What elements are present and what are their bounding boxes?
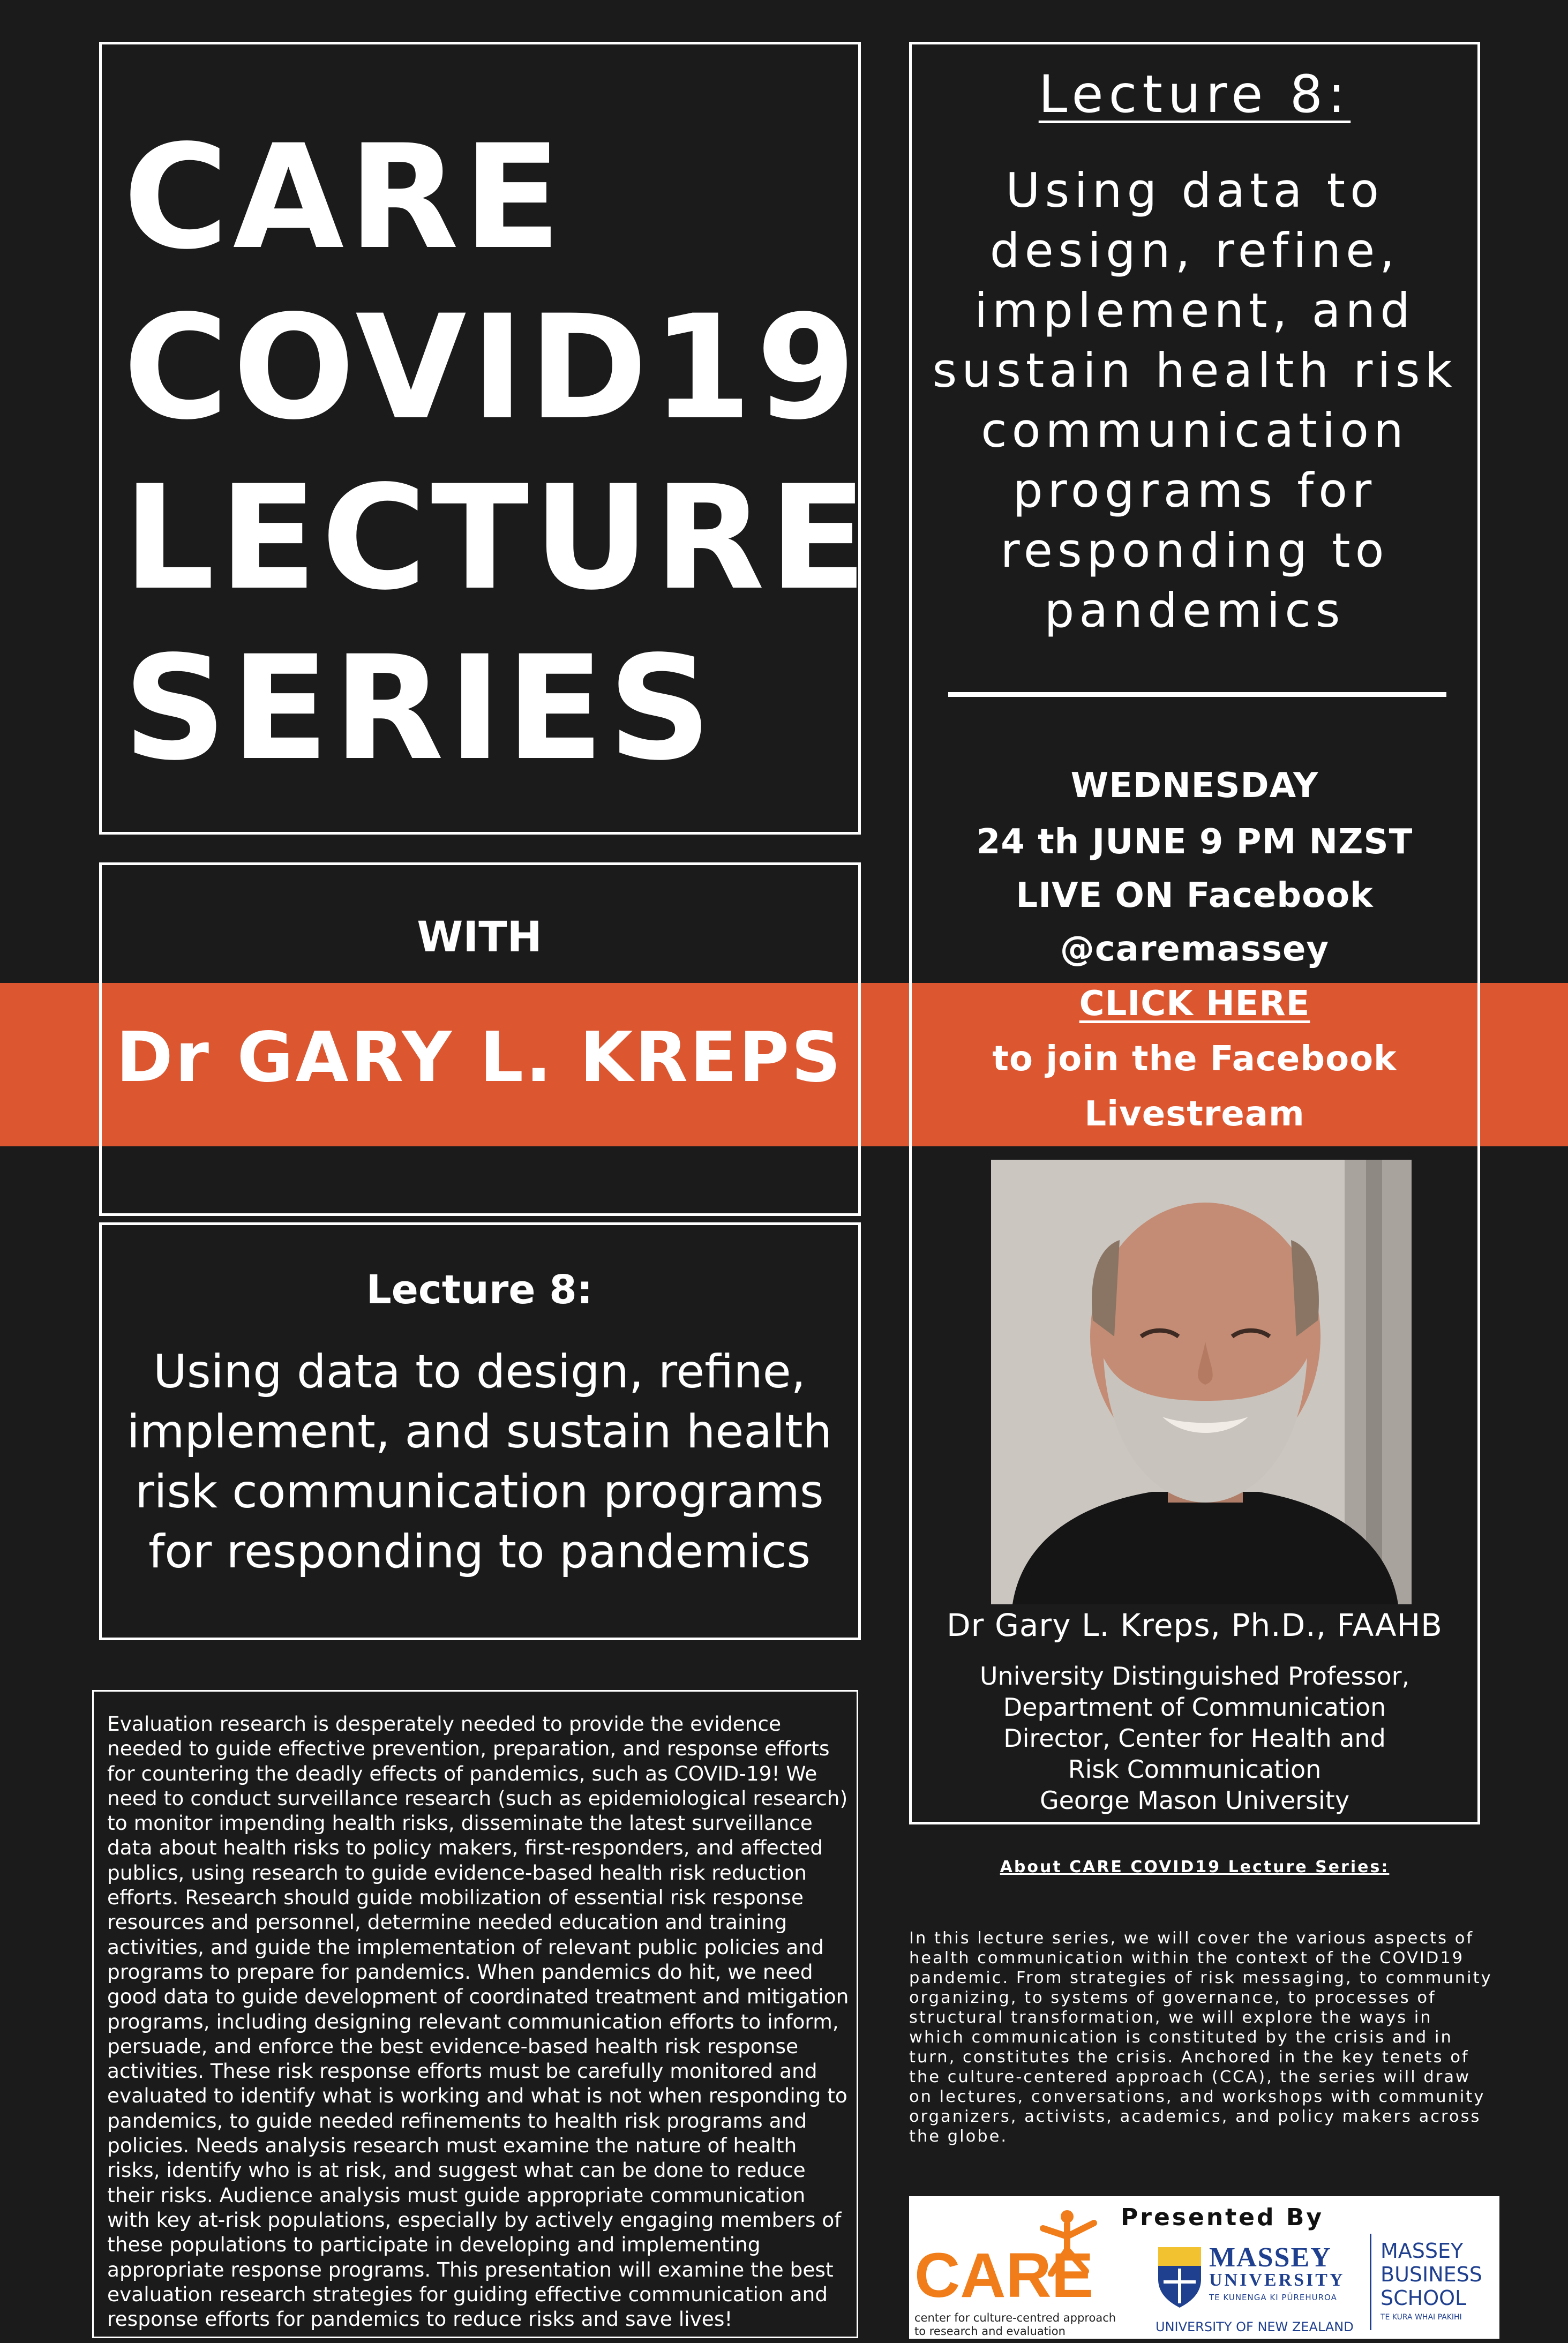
lecture-title-line: responding to — [1000, 523, 1389, 578]
about-heading: About CARE COVID19 Lecture Series: — [1000, 1858, 1390, 1876]
lecture-title: Using data to design, refine, implement, and sustain health risk communication programs for responding to pandemics — [126, 1345, 832, 1579]
presented-by-panel — [909, 2196, 1499, 2339]
cta-description: to join the Facebook — [992, 1039, 1397, 1079]
lecture-title-line: pandemics — [1044, 583, 1345, 638]
affiliation-line: Director, Center for Health and — [1003, 1724, 1386, 1753]
event-date-time: 24 th JUNE 9 PM NZST — [976, 822, 1413, 862]
click-here-link[interactable]: CLICK HERE — [1079, 984, 1310, 1024]
event-platform: LIVE ON Facebook — [1016, 876, 1374, 915]
lecture-heading: Lecture 8: — [366, 1267, 593, 1313]
mbs-name: BUSINESS — [1381, 2263, 1482, 2286]
about-text: In this lecture series, we will cover the various aspects of health communication within the context of the COVID19 pandemic. From strategies of risk messaging, to community organizing, to systems of governance, to processes of structural transformation, we will explore the ways in which communication is constituted by the crisis and in turn, constitutes the crisis. Anchored in the key tenets of the culture-centered approach (CCA), the series will draw on lectures, conversations, and workshops with community organizers, activists, academics, and policy makers across the globe. — [909, 1929, 1492, 2146]
lecture-title-line: implement, and — [974, 283, 1415, 338]
cta-description: Livestream — [1084, 1094, 1305, 1134]
series-title-line: COVID19 — [123, 284, 860, 452]
mbs-maori-name: TE KURA WHAI PAKIHI — [1381, 2313, 1462, 2322]
speaker-affiliation — [911, 1661, 1479, 1816]
event-handle: @caremassey — [1060, 929, 1330, 969]
lecture-heading-right: Lecture 8: — [1038, 64, 1351, 124]
lecture-title-line: sustain health risk — [932, 343, 1457, 398]
series-title-line: CARE — [123, 114, 566, 281]
care-logo — [914, 2207, 1139, 2339]
lecture-title-right — [911, 161, 1479, 641]
series-title-line: LECTURE — [123, 455, 872, 622]
series-title — [123, 112, 872, 794]
affiliation-line: University Distinguished Professor, — [979, 1662, 1410, 1691]
mbs-name: MASSEY — [1381, 2239, 1464, 2263]
massey-crest-icon — [1156, 2244, 1204, 2309]
lecture-title-line: programs for — [1012, 463, 1377, 518]
divider — [948, 692, 1446, 697]
mbs-name: SCHOOL — [1381, 2286, 1467, 2310]
care-wordmark: CARE — [914, 2240, 1094, 2311]
massey-maori-name: TE KUNENGA KI PŪREHUROA — [1209, 2293, 1337, 2302]
guest-name: Dr GARY L. KREPS — [116, 1018, 843, 1098]
lecture-title-line: design, refine, — [989, 223, 1400, 278]
affiliation-line: Department of Communication — [1003, 1693, 1386, 1722]
event-day: WEDNESDAY — [1070, 766, 1319, 806]
care-tagline: to research and evaluation — [914, 2325, 1066, 2338]
care-tagline: center for culture-centred approach — [914, 2311, 1116, 2324]
lecture-title-line: Using data to — [1006, 163, 1384, 218]
logo-divider — [1370, 2234, 1371, 2330]
massey-university-logo — [1156, 2239, 1359, 2339]
with-label: WITH — [417, 913, 542, 962]
massey-nz: UNIVERSITY OF NEW ZEALAND — [1156, 2319, 1354, 2334]
affiliation-line: George Mason University — [1039, 1786, 1350, 1815]
lecture-description: Evaluation research is desperately needed to provide the evidence needed to guide effective prevention, preparation, and response efforts for countering the deadly effects of pandemics, such as COVID-19! We need to conduct surveillance research (such as epidemiological research) to monitor impending health risks, disseminate the latest surveillance data about health risks to policy makers, first-responders, and affected publics, using research to guide evidence-based health risk reduction efforts. Research should guide mobilization of essential risk response resources and personnel, determine needed education and training activities, and guide the implementation of relevant public policies and programs to prepare for pandemics. When pandemics do hit, we need good data to guide development of coordinated treatment and mitigation programs, including designing relevant communication efforts to inform, persuade, and enforce the best evidence-based health risk response activities. These risk response efforts must be carefully monitored and evaluated to identify what is working and what is not when responding to pandemics, to guide needed refinements to health risk programs and policies. Needs analysis research must examine the nature of health risks, identify who is at risk, and suggest what can be done to reduce their risks. Audience analysis must guide appropriate communication with key at-risk populations, especially by actively engaging members of these populations to participate in developing and implementing appropriate response programs. This presentation will examine the best evaluation research strategies for guiding effective communication and response efforts for pandemics to reduce risks and save lives! — [107, 1712, 849, 2331]
speaker-photo — [991, 1160, 1412, 1604]
massey-name: MASSEY — [1209, 2242, 1332, 2273]
massey-business-school-logo — [1381, 2239, 1496, 2339]
affiliation-line: Risk Communication — [1068, 1755, 1322, 1784]
lecture-title-line: communication — [981, 403, 1408, 458]
presented-by-label: Presented By — [1121, 2204, 1324, 2231]
massey-name: UNIVERSITY — [1209, 2270, 1345, 2290]
series-title-line: SERIES — [123, 625, 716, 792]
speaker-name: Dr Gary L. Kreps, Ph.D., FAAHB — [947, 1607, 1443, 1643]
